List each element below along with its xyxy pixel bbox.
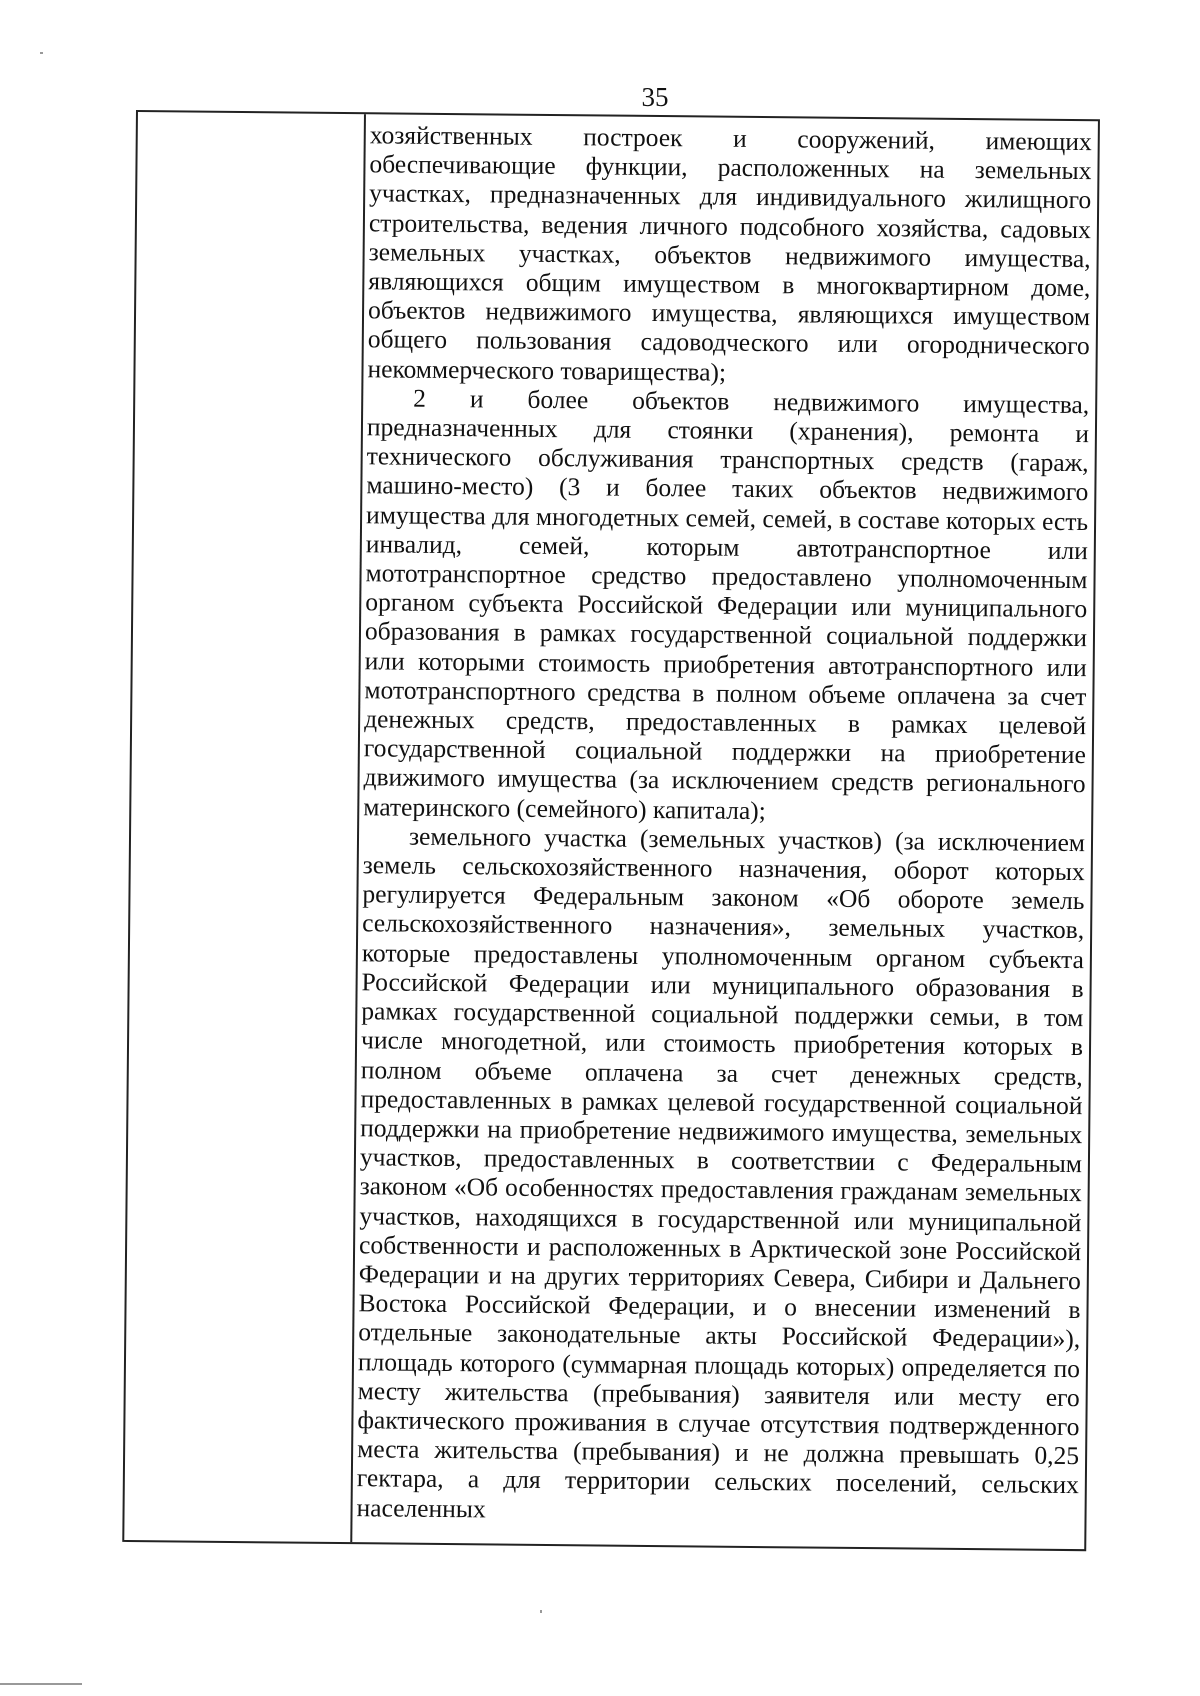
text-cell bbox=[356, 120, 1092, 1549]
scan-artifact-dot bbox=[540, 1610, 542, 1613]
scan-artifact-dot bbox=[40, 52, 43, 54]
paragraph-outbuildings: хозяйственных построек и сооружений, имеющих обеспечивающие функции, расположенных на земельных участках, предназначенных для индивидуального жилищного строительства, ведения личного подсобного хозяйства, садовых земельных участках, объектов недвижимого имущества, являющихся общим имуществом в многоквартирном доме, объектов недвижимого имущества, являющихся имуществом общего пользования садоводческого или огороднического некоммерческого товарищества); bbox=[367, 120, 1092, 387]
page-number: 35 bbox=[641, 82, 669, 112]
document-table bbox=[122, 110, 1100, 1551]
paragraph-vehicle-storage: 2 и более объектов недвижимого имущества, предназначенных для стоянки (хранения), ремонта и технического обслуживания транспортных средств (гараж, машино-место) (3 и более таких объектов недвижимого имущества для многодетных семей, семей, в составе которых есть инвалид, семей, которым автотранспортное или мототранспортное средство предоставлено уполномоченным органом субъекта Российской Федерации или муниципального образования в рамках государственной социальной поддержки или которыми стоимость приобретения автотранспортного или мототранспортного средства в полном объеме оплачена за счет денежных средств, предоставленных в рамках целевой государственной социальной поддержки на приобретение движимого имущества (за исключением средств регионального материнского (семейного) капитала); bbox=[363, 383, 1090, 825]
scan-artifact-line bbox=[0, 1683, 82, 1685]
paragraph-land-plot: земельного участка (земельных участков) (за исключением земель сельскохозяйственного назначения, оборот которых регулируется Федеральным законом «Об обороте земель сельскохозяйственного назначения», земельных участков, которые предоставлены уполномоченным органом субъекта Российской Федерации или муниципального образования в рамках государственной социальной поддержки семьи, в том числе многодетной, или стоимость приобретения которых в полном объеме оплачена за счет денежных средств, предоставленных в рамках целевой государственной социальной поддержки на приобретение недвижимого имущества, земельных участков, предоставленных в соответствии с Федеральным законом «Об особенностях предоставления гражданам земельных участков, находящихся в государственной или муниципальной собственности и расположенных в Арктической зоне Российской Федерации и на других территориях Севера, Сибири и Дальнего Востока Российской Федерации, и о внесении изменений в отдельные законодательные акты Российской Федерации»), площадь которого (суммарная площадь которых) определяется по месту жительства (пребывания) заявителя или месту его фактического проживания в случае отсутствия подтвержденного места жительства (пребывания) и не должна превышать 0,25 гектара, а для территории сельских поселений, сельских населенных bbox=[356, 821, 1086, 1523]
